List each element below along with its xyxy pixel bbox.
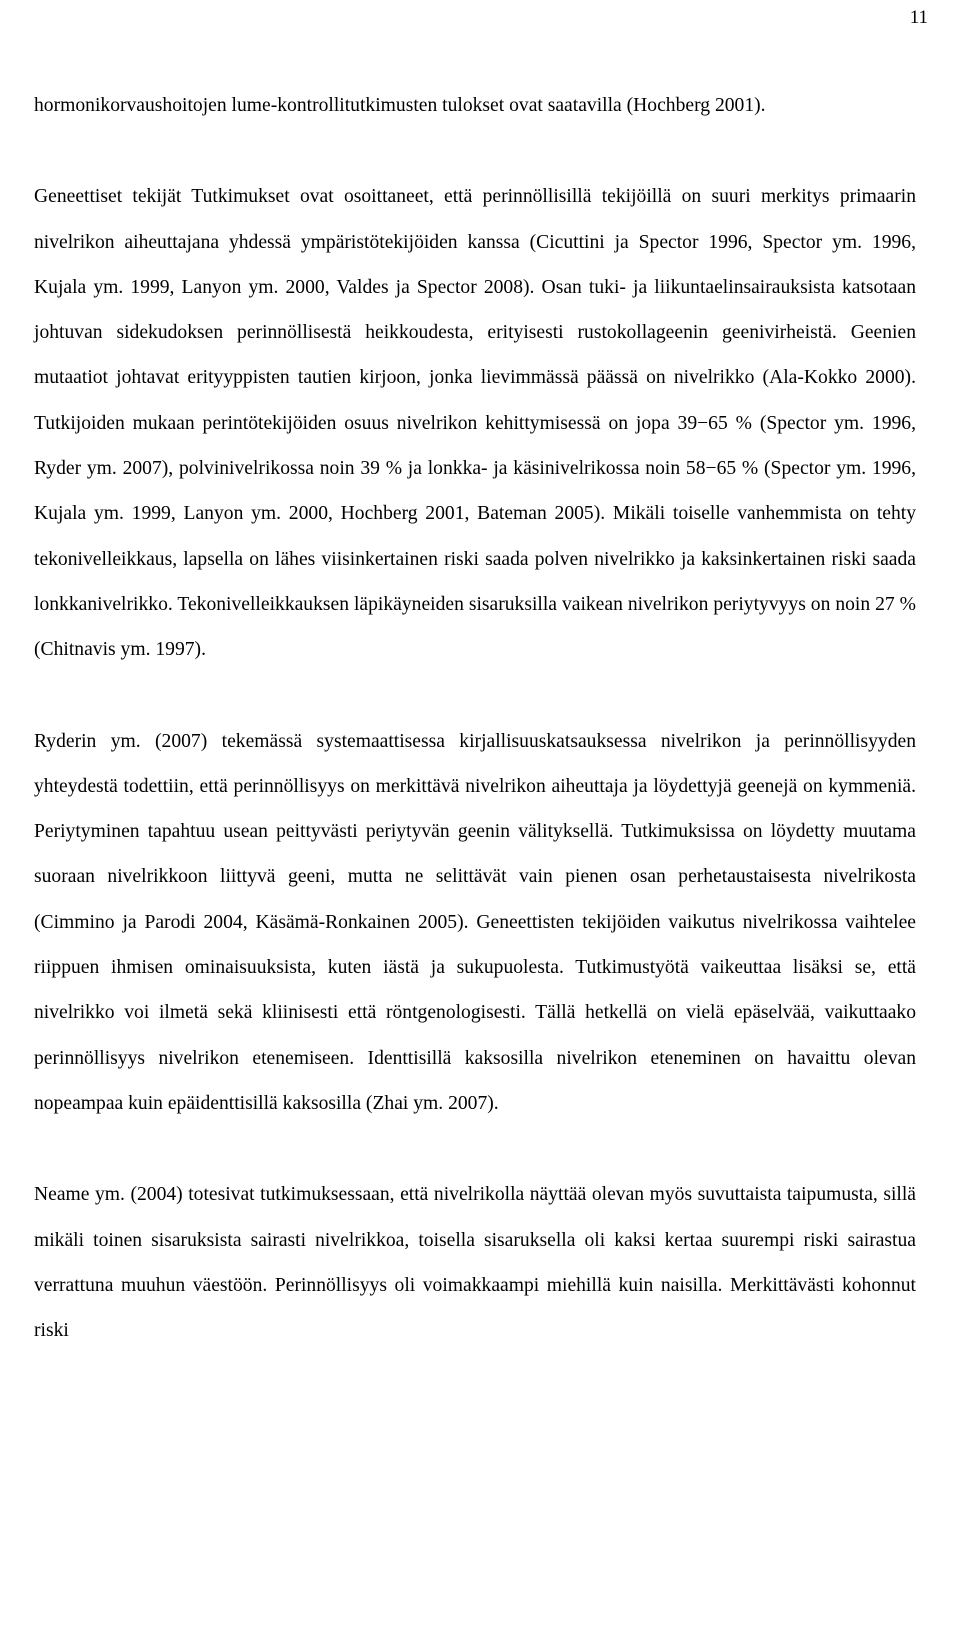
paragraph-3: Ryderin ym. (2007) tekemässä systemaattisessa kirjallisuuskatsauksessa nivelrikon ja perinnöllisyyden yhteydestä todettiin, että perinnöllisyys on merkittävä nivelrikon aiheuttaja ja löydettyjä geenejä on kymmeniä. Periytyminen tapahtuu usean peittyvästi periytyvän geenin välityksellä. Tutkimuksissa on löydetty muutama suoraan nivelrikkoon liittyvä geeni, mutta ne selittävät vain pienen osan perhetaustaisesta nivelrikosta (Cimmino ja Parodi 2004, Käsämä-Ronkainen 2005). Geneettisten tekijöiden vaikutus nivelrikossa vaihtelee riippuen ihmisen ominaisuuksista, kuten iästä ja sukupuolesta. Tutkimustyötä vaikeuttaa lisäksi se, että nivelrikko voi ilmetä sekä kliinisesti että röntgenologisesti. Tällä hetkellä on vielä epäselvää, vaikuttaako perinnöllisyys nivelrikon etenemiseen. Identtisillä kaksosilla nivelrikon eteneminen on havaittu olevan nopeampaa kuin epäidenttisillä kaksosilla (Zhai ym. 2007). <box>34 730 916 1114</box>
document-body <box>34 83 916 1353</box>
paragraph-1: hormonikorvaushoitojen lume-kontrollitutkimusten tulokset ovat saatavilla (Hochberg 2001). <box>34 95 766 116</box>
page-number: 11 <box>909 7 928 28</box>
paragraph-2: Geneettiset tekijät Tutkimukset ovat osoittaneet, että perinnöllisillä tekijöillä on suuri merkitys primaarin nivelrikon aiheuttajana yhdessä ympäristötekijöiden kanssa (Cicuttini ja Spector 1996, Spector ym. 1996, Kujala ym. 1999, Lanyon ym. 2000, Valdes ja Spector 2008). Osan tuki- ja liikuntaelinsairauksista katsotaan johtuvan sidekudoksen perinnöllisestä heikkoudesta, erityisesti rustokollageenin geenivirheistä. Geenien mutaatiot johtavat erityyppisten tautien kirjoon, jonka lievimmässä päässä on nivelrikko (Ala-Kokko 2000). Tutkijoiden mukaan perintötekijöiden osuus nivelrikon kehittymisessä on jopa 39−65 % (Spector ym. 1996, Ryder ym. 2007), polvinivelrikossa noin 39 % ja lonkka- ja käsinivelrikossa noin 58−65 % (Spector ym. 1996, Kujala ym. 1999, Lanyon ym. 2000, Hochberg 2001, Bateman 2005). Mikäli toiselle vanhemmista on tehty tekonivelleikkaus, lapsella on lähes viisinkertainen riski saada polven nivelrikko ja kaksinkertainen riski saada lonkkanivelrikko. Tekonivelleikkauksen läpikäyneiden sisaruksilla vaikean nivelrikon periytyvyys on noin 27 % (Chitnavis ym. 1997). <box>34 186 916 661</box>
paragraph-4: Neame ym. (2004) totesivat tutkimuksessaan, että nivelrikolla näyttää olevan myös suvuttaista taipumusta, sillä mikäli toinen sisaruksista sairasti nivelrikkoa, toisella sisaruksella oli kaksi kertaa suurempi riski sairastua verrattuna muuhun väestöön. Perinnöllisyys oli voimakkaampi miehillä kuin naisilla. Merkittävästi kohonnut riski <box>34 1184 916 1342</box>
